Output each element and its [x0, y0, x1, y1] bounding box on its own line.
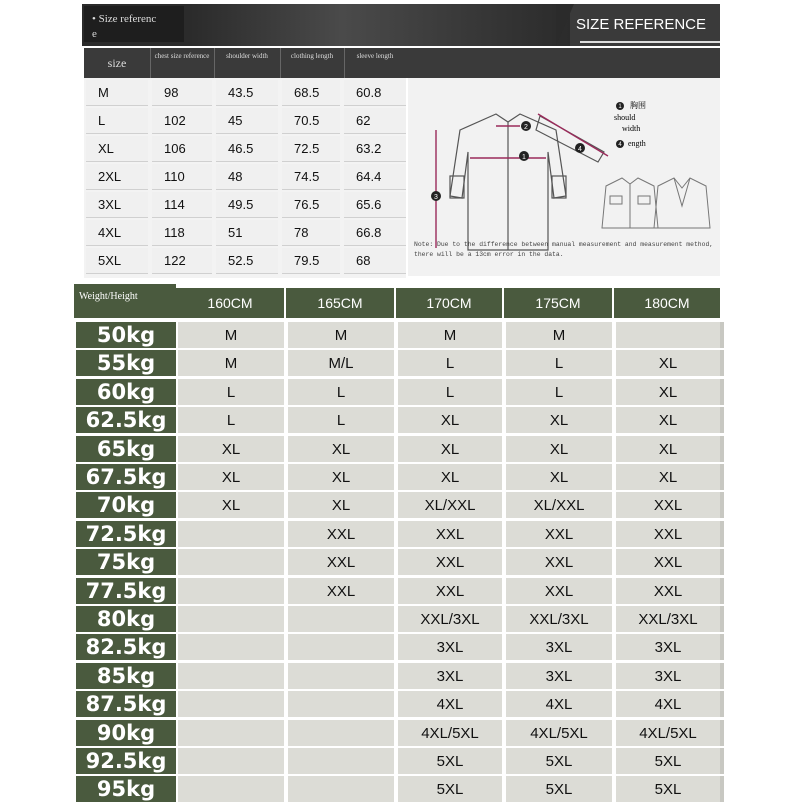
size-table-header-cell: chest size reference [154, 52, 210, 60]
size-table-cell: 106 [152, 136, 212, 162]
size-recommendation-cell: 3XL [506, 634, 612, 660]
size-table-cell: 114 [152, 192, 212, 218]
size-table-cell: 98 [152, 80, 212, 106]
weight-height-title: Weight/Height [74, 284, 176, 318]
size-table-cell: 2XL [86, 164, 148, 190]
weight-label: 65kg [76, 436, 176, 462]
size-recommendation-cell: XXL [288, 521, 394, 547]
weight-label: 77.5kg [76, 578, 176, 604]
size-recommendation-cell: XL [506, 407, 612, 433]
size-recommendation-cell: 4XL/5XL [398, 720, 502, 746]
size-table-cell: 52.5 [216, 248, 278, 274]
size-recommendation-cell: XL [398, 407, 502, 433]
size-table-header-cell: shoulder width [226, 52, 268, 60]
weight-label: 72.5kg [76, 521, 176, 547]
weight-label: 67.5kg [76, 464, 176, 490]
size-recommendation-cell: XXL [288, 578, 394, 604]
size-table-cell: 70.5 [282, 108, 340, 134]
size-recommendation-cell [178, 720, 284, 746]
size-table-cell: L [86, 108, 148, 134]
size-recommendation-cell: 3XL [506, 663, 612, 689]
size-recommendation-cell [288, 776, 394, 802]
height-header-175cm: 175CM [504, 288, 612, 318]
size-recommendation-cell: XL [616, 379, 720, 405]
row-edge [720, 748, 724, 774]
size-recommendation-cell [288, 691, 394, 717]
size-recommendation-cell: 5XL [616, 748, 720, 774]
size-recommendation-cell: 3XL [398, 663, 502, 689]
size-recommendation-cell: XL [288, 464, 394, 490]
size-recommendation-cell: L [398, 350, 502, 376]
measurement-note: Note: Due to the difference between manual measurement and measurement method, there will be a 13cm error in the data. [414, 241, 714, 258]
size-table-cell: 62 [344, 108, 406, 134]
weight-label: 60kg [76, 379, 176, 405]
size-recommendation-cell [288, 720, 394, 746]
size-recommendation-cell: XXL [616, 521, 720, 547]
size-table-cell: 66.8 [344, 220, 406, 246]
legend-width: width [622, 124, 641, 133]
size-recommendation-cell: XXL [506, 521, 612, 547]
size-table-cell: 46.5 [216, 136, 278, 162]
size-recommendation-cell [288, 748, 394, 774]
size-recommendation-cell: XL [616, 350, 720, 376]
size-recommendation-cell: 5XL [616, 776, 720, 802]
marker-3: 3 [434, 194, 438, 201]
size-recommendation-cell [288, 663, 394, 689]
size-table-header-cell: clothing length [290, 52, 334, 60]
size-recommendation-cell: XXL [288, 549, 394, 575]
height-header-165cm: 165CM [286, 288, 394, 318]
size-recommendation-cell: 4XL [506, 691, 612, 717]
row-edge [720, 379, 724, 405]
marker-1: 1 [522, 154, 526, 161]
size-recommendation-cell: 4XL [398, 691, 502, 717]
weight-label: 90kg [76, 720, 176, 746]
row-edge [720, 634, 724, 660]
legend-chest: 胸围 [630, 101, 646, 110]
size-table-header-cell: sleeve length [356, 52, 394, 60]
page-title: SIZE REFERENCE [575, 16, 707, 33]
weight-label: 70kg [76, 492, 176, 518]
size-recommendation-cell: L [506, 379, 612, 405]
weight-label: 95kg [76, 776, 176, 802]
size-recommendation-cell: XXL [616, 578, 720, 604]
size-recommendation-cell: 3XL [616, 663, 720, 689]
size-recommendation-cell [178, 606, 284, 632]
size-recommendation-cell: XL/XXL [506, 492, 612, 518]
row-edge [720, 492, 724, 518]
size-recommendation-cell: M/L [288, 350, 394, 376]
row-edge [720, 549, 724, 575]
size-table-cell: 78 [282, 220, 340, 246]
marker-4: 4 [578, 146, 582, 153]
size-recommendation-cell: 3XL [398, 634, 502, 660]
weight-label: 80kg [76, 606, 176, 632]
size-recommendation-cell: XL [616, 464, 720, 490]
weight-label: 55kg [76, 350, 176, 376]
size-table-cell: 43.5 [216, 80, 278, 106]
size-recommendation-cell [288, 634, 394, 660]
size-recommendation-cell: XXL [398, 578, 502, 604]
size-table-cell: 122 [152, 248, 212, 274]
size-recommendation-cell: XL [398, 464, 502, 490]
size-recommendation-cell [178, 748, 284, 774]
size-recommendation-cell: XXL [506, 549, 612, 575]
size-recommendation-cell: XL [506, 436, 612, 462]
size-recommendation-cell: L [398, 379, 502, 405]
size-table-cell: 68 [344, 248, 406, 274]
size-table-cell: 68.5 [282, 80, 340, 106]
size-recommendation-cell [288, 606, 394, 632]
size-recommendation-cell: 5XL [506, 748, 612, 774]
header-label-line1: • Size referenc [92, 13, 157, 25]
size-recommendation-cell: L [178, 379, 284, 405]
size-recommendation-cell [178, 578, 284, 604]
size-recommendation-cell: 4XL [616, 691, 720, 717]
size-table-cell: 65.6 [344, 192, 406, 218]
row-edge [720, 407, 724, 433]
size-table-cell: 72.5 [282, 136, 340, 162]
size-recommendation-cell: XL/XXL [398, 492, 502, 518]
size-recommendation-cell: XXL [616, 492, 720, 518]
size-table-cell: 110 [152, 164, 212, 190]
size-recommendation-cell: L [288, 407, 394, 433]
size-table-cell: 63.2 [344, 136, 406, 162]
size-recommendation-cell: XXL [616, 549, 720, 575]
size-table-cell: 79.5 [282, 248, 340, 274]
size-recommendation-cell: L [288, 379, 394, 405]
row-edge [720, 691, 724, 717]
header-label-line2: e [92, 28, 97, 40]
legend-length: ength [628, 139, 646, 148]
weight-label: 85kg [76, 663, 176, 689]
size-recommendation-cell: 5XL [506, 776, 612, 802]
weight-label: 82.5kg [76, 634, 176, 660]
weight-label: 62.5kg [76, 407, 176, 433]
size-recommendation-cell: 5XL [398, 776, 502, 802]
size-recommendation-cell: 3XL [616, 634, 720, 660]
marker-2: 2 [524, 124, 528, 131]
size-recommendation-cell: XL [288, 492, 394, 518]
row-edge [720, 776, 724, 802]
size-table-cell: 49.5 [216, 192, 278, 218]
size-recommendation-cell: XXL [398, 521, 502, 547]
size-table-cell: 76.5 [282, 192, 340, 218]
title-underline [580, 41, 720, 43]
size-table-cell: 5XL [86, 248, 148, 274]
size-table-cell: 3XL [86, 192, 148, 218]
legend-shoulder: should [614, 113, 636, 122]
size-recommendation-cell: XL [616, 407, 720, 433]
height-header-160cm: 160CM [176, 288, 284, 318]
row-edge [720, 464, 724, 490]
svg-text:1: 1 [618, 104, 622, 110]
size-recommendation-cell: 5XL [398, 748, 502, 774]
weight-label: 87.5kg [76, 691, 176, 717]
row-edge [720, 350, 724, 376]
size-recommendation-cell [178, 549, 284, 575]
size-recommendation-cell [616, 322, 720, 348]
size-recommendation-cell: XL [398, 436, 502, 462]
size-table-cell: XL [86, 136, 148, 162]
row-edge [720, 521, 724, 547]
row-edge [720, 578, 724, 604]
size-recommendation-cell: XL [506, 464, 612, 490]
size-recommendation-cell: 4XL/5XL [616, 720, 720, 746]
size-table-cell: 118 [152, 220, 212, 246]
row-edge [720, 436, 724, 462]
row-edge [720, 322, 724, 348]
size-recommendation-cell: M [506, 322, 612, 348]
size-table-cell: 48 [216, 164, 278, 190]
size-table-cell: 102 [152, 108, 212, 134]
header-label [84, 6, 184, 42]
size-recommendation-cell: XL [616, 436, 720, 462]
weight-label: 75kg [76, 549, 176, 575]
size-recommendation-cell [178, 634, 284, 660]
size-recommendation-cell: XXL/3XL [506, 606, 612, 632]
size-table-cell: 51 [216, 220, 278, 246]
size-table-cell: 60.8 [344, 80, 406, 106]
size-recommendation-cell: M [398, 322, 502, 348]
size-table-cell: 64.4 [344, 164, 406, 190]
size-table-header-cell: size [107, 56, 127, 70]
header-texture [190, 4, 570, 46]
size-table-cell: 45 [216, 108, 278, 134]
row-edge [720, 663, 724, 689]
size-recommendation-cell: L [506, 350, 612, 376]
weight-label: 50kg [76, 322, 176, 348]
size-recommendation-cell: M [288, 322, 394, 348]
size-table-cell: M [86, 80, 148, 106]
size-recommendation-cell: M [178, 350, 284, 376]
size-recommendation-cell: XL [288, 436, 394, 462]
size-recommendation-cell [178, 521, 284, 547]
size-recommendation-cell: XXL [506, 578, 612, 604]
row-edge [720, 720, 724, 746]
size-recommendation-cell: XL [178, 492, 284, 518]
svg-text:4: 4 [618, 142, 622, 148]
height-header-170cm: 170CM [396, 288, 502, 318]
row-edge [720, 606, 724, 632]
size-recommendation-cell: XXL/3XL [616, 606, 720, 632]
size-recommendation-cell [178, 663, 284, 689]
size-recommendation-cell: M [178, 322, 284, 348]
size-recommendation-cell: XXL/3XL [398, 606, 502, 632]
size-table-cell: 74.5 [282, 164, 340, 190]
size-recommendation-cell: XL [178, 464, 284, 490]
size-table-cell: 4XL [86, 220, 148, 246]
size-recommendation-cell: XXL [398, 549, 502, 575]
weight-label: 92.5kg [76, 748, 176, 774]
size-recommendation-cell: XL [178, 436, 284, 462]
height-header-180cm: 180CM [614, 288, 720, 318]
size-recommendation-cell: L [178, 407, 284, 433]
size-recommendation-cell: 4XL/5XL [506, 720, 612, 746]
size-recommendation-cell [178, 776, 284, 802]
size-recommendation-cell [178, 691, 284, 717]
